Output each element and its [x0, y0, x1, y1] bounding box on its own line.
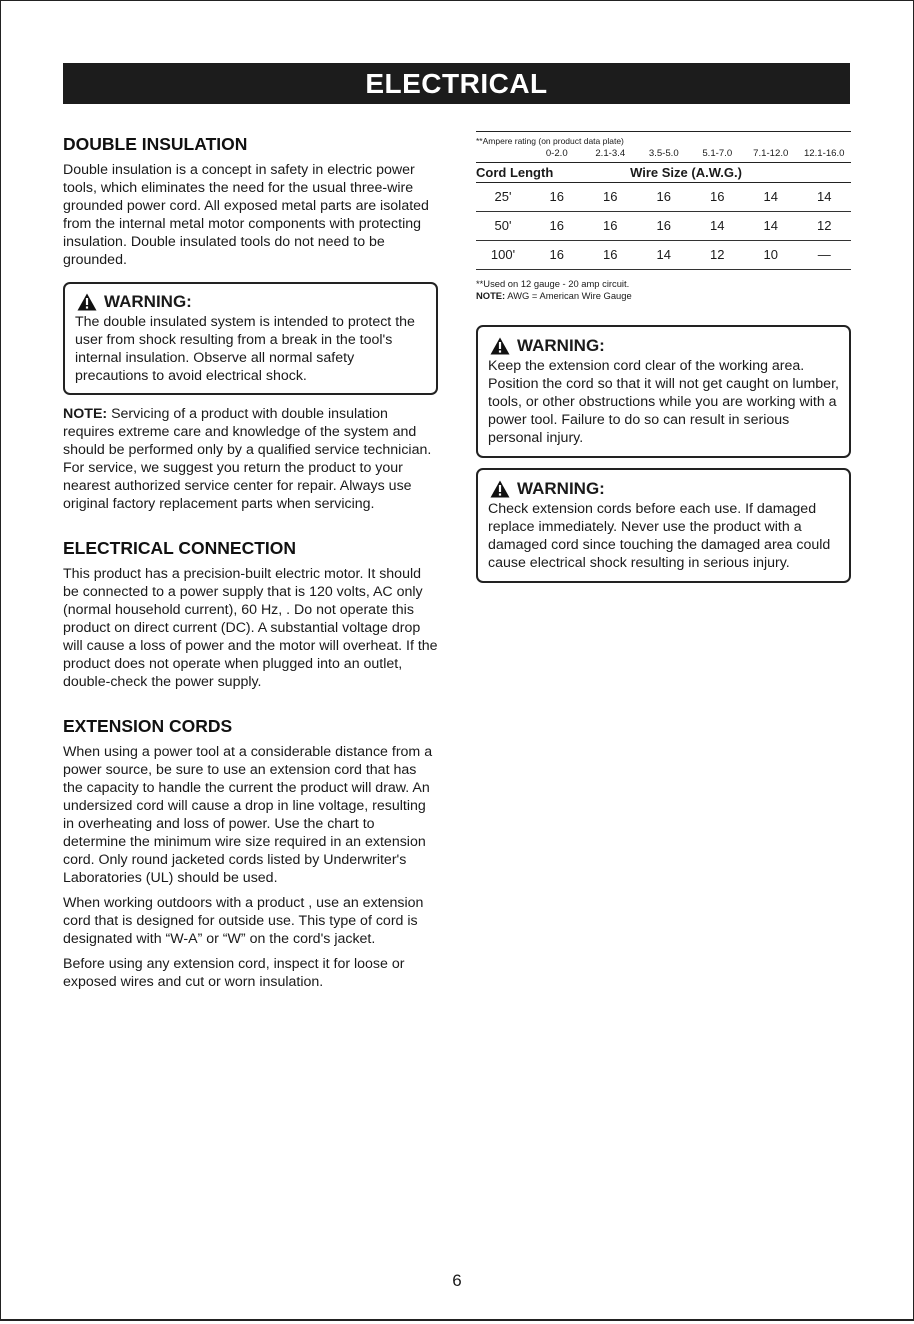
double-insulation-warning-box [63, 282, 438, 395]
table-row [476, 183, 851, 212]
warning-heading [488, 479, 839, 499]
wire-size-cell: 14 [656, 247, 671, 262]
service-note [63, 405, 438, 513]
cord-clear-warning-box [476, 325, 851, 458]
wire-size-cell: 16 [549, 189, 564, 204]
warning-heading [75, 292, 426, 312]
double-insulation-heading: DOUBLE INSULATION [63, 134, 248, 154]
wire-size-cell: 16 [656, 218, 671, 233]
warning-title: WARNING: [517, 479, 605, 498]
table-header-row [476, 162, 851, 183]
extension-cords-para-1: When using a power tool at a considerable distance from a power source, be sure to use an extension cord that has the capacity to handle the current the product will draw. An undersized cord will cause a drop in line voltage, resulting in overheating and loss of power. Use the chart to determine the minimum wire size required in an extension cord. Only round jacketed cords listed by Underwriter's Laboratories (UL) should be used. [63, 744, 433, 886]
table-footnote: **Used on 12 gauge - 20 amp circuit. [476, 278, 630, 289]
wire-size-cell: 10 [763, 247, 778, 262]
right-column [476, 131, 851, 583]
section-banner [63, 63, 850, 104]
note-label: NOTE: [63, 406, 108, 422]
ampere-range-cell: 2.1-3.4 [595, 148, 626, 159]
wire-size-cell: 16 [549, 247, 564, 262]
wire-size-cell: 14 [710, 218, 725, 233]
left-column [63, 133, 438, 991]
ampere-rating-note: **Ampere rating (on product data plate) [476, 136, 624, 146]
note-text: Servicing of a product with double insulation requires extreme care and knowledge of the system and should be performed only by a qualified service technician. For service, we suggest you return the product to your nearest authorized service center for repair. Always use original factory replacement parts when servicing. [63, 406, 432, 512]
wire-size-cell: 16 [710, 189, 725, 204]
wire-size-table [476, 131, 851, 302]
ampere-range-cell: 0-2.0 [545, 148, 568, 159]
extension-cords-heading: EXTENSION CORDS [63, 716, 233, 736]
awg-note-text: AWG = American Wire Gauge [505, 290, 632, 301]
warning-triangle-icon [490, 480, 510, 498]
wire-size-header: Wire Size (A.W.G.) [630, 165, 742, 180]
wire-size-cell: 14 [817, 189, 832, 204]
ampere-range-cell: 7.1-12.0 [753, 148, 789, 159]
electrical-connection-body: This product has a precision-built electric motor. It should be connected to a power supply that is 120 volts, AC only (normal household current), 60 Hz, . Do not operate this product on direct current (DC). A substantial voltage drop will cause a loss of power and the motor will overheat. If the product does not operate when plugged into an outlet, double-check the power supply. [63, 566, 438, 690]
cord-length-cell: 25' [494, 189, 512, 204]
extension-cords-para-2: When working outdoors with a product , use an extension cord that is designed for outside use. This type of cord is designated with “W-A” or “W” on the cord's jacket. [63, 895, 424, 947]
awg-note [476, 290, 851, 302]
wire-size-cell: 12 [710, 247, 725, 262]
double-insulation-body: Double insulation is a concept in safety in electric power tools, which eliminates the need for the usual three-wire grounded power cord. All exposed metal parts are isolated from the internal metal motor components with protecting insulation. Double insulated tools do not need to be grounded. [63, 162, 429, 268]
warning-text: Check extension cords before each use. If damaged replace immediately. Never use the product with a damaged cord since touching the damaged area could cause electrical shock resulting in serious injury. [488, 501, 831, 571]
check-cords-warning-box [476, 468, 851, 583]
wire-size-cell: 16 [603, 247, 618, 262]
ampere-range-spacer [476, 147, 530, 160]
wire-size-cell: 12 [817, 218, 832, 233]
awg-note-label: NOTE: [476, 290, 506, 301]
wire-size-cell: 16 [603, 218, 618, 233]
electrical-connection-heading: ELECTRICAL CONNECTION [63, 538, 297, 558]
ampere-range-cell: 5.1-7.0 [702, 148, 733, 159]
page-title: ELECTRICAL [365, 68, 548, 99]
wire-size-cell: 14 [763, 189, 778, 204]
warning-triangle-icon [77, 293, 97, 311]
warning-title: WARNING: [104, 292, 192, 311]
wire-size-cell: — [817, 247, 831, 262]
warning-text: The double insulated system is intended to protect the user from shock resulting from a break in the tool's internal insulation. Observe all normal safety precautions to avoid electrical shock. [75, 314, 415, 384]
cord-length-cell: 100' [490, 247, 516, 262]
ampere-range-cell: 12.1-16.0 [803, 148, 845, 159]
table-row [476, 212, 851, 241]
wire-size-cell: 16 [656, 189, 671, 204]
wire-size-cell: 16 [603, 189, 618, 204]
warning-heading [488, 336, 839, 356]
warning-title: WARNING: [517, 336, 605, 355]
wire-size-cell: 16 [549, 218, 564, 233]
ampere-range-row [476, 147, 851, 162]
ampere-range-cell: 3.5-5.0 [648, 148, 679, 159]
cord-length-cell: 50' [494, 218, 512, 233]
extension-cords-para-3: Before using any extension cord, inspect it for loose or exposed wires and cut or worn insulation. [63, 956, 405, 990]
warning-text: Keep the extension cord clear of the working area. Position the cord so that it will not get caught on lumber, tools, or other obstructions while you are working with a power tool. Failure to do so can result in serious personal injury. [488, 358, 839, 446]
page-number: 6 [452, 1271, 462, 1290]
warning-triangle-icon [490, 337, 510, 355]
wire-size-cell: 14 [763, 218, 778, 233]
cord-length-header: Cord Length [476, 165, 554, 180]
table-row [476, 241, 851, 270]
